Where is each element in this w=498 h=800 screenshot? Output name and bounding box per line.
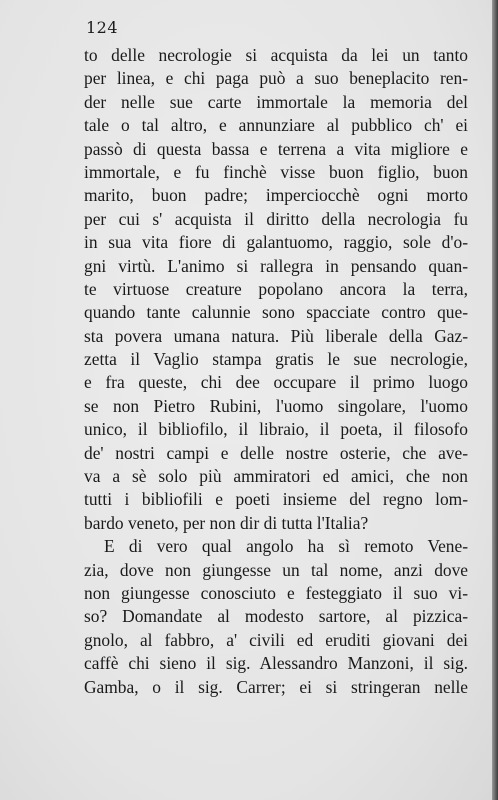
text-line: quando tante calunnie sono spacciate contro que- <box>84 302 468 323</box>
text-line: passò di questa bassa e terrena a vita migliore e <box>84 138 468 159</box>
text-line: immortale, e fu finchè visse buon figlio, buon <box>84 161 468 182</box>
text-line: tale o tal altro, e annunziare al pubblico ch' ei <box>84 115 468 136</box>
text-line: marito, buon padre; imperciocchè ogni morto <box>84 185 468 206</box>
text-line: so? Domandate al modesto sartore, al pizzica- <box>84 606 468 627</box>
text-line: unico, il bibliofilo, il libraio, il poeta, il filosofo <box>84 419 468 440</box>
text-line: te virtuose creature popolano ancora la terra, <box>84 278 468 299</box>
body-text <box>84 44 468 699</box>
text-line: per linea, e chi paga può a suo beneplacito ren- <box>84 68 468 89</box>
text-line: E di vero qual angolo ha sì remoto Vene- <box>104 536 468 557</box>
page-edge-shadow <box>492 0 498 800</box>
text-line: non giungesse conosciuto e festeggiato il suo vi- <box>84 582 468 603</box>
text-line: de' nostri campi e delle nostre osterie, che ave- <box>84 442 468 463</box>
text-line: per cui s' acquista il diritto della necrologia fu <box>84 208 468 229</box>
text-line: zia, dove non giungesse un tal nome, anzi dove <box>84 559 468 580</box>
text-line: Gamba, o il sig. Carrer; ei si stringeran nelle <box>84 676 468 697</box>
text-line: zetta il Vaglio stampa gratis le sue necrologie, <box>84 349 468 370</box>
text-line: in sua vita fiore di galantuomo, raggio, sole d'o- <box>84 232 468 253</box>
text-line: va a sè solo più ammiratori ed amici, che non <box>84 466 468 487</box>
page-number: 124 <box>86 18 119 37</box>
text-line: gnolo, al fabbro, a' civili ed eruditi giovani dei <box>84 629 468 650</box>
text-line: der nelle sue carte immortale la memoria del <box>84 91 468 112</box>
text-line: bardo veneto, per non dir di tutta l'Italia? <box>84 512 369 533</box>
paragraph-1 <box>84 44 468 535</box>
text-line: caffè chi sieno il sig. Alessandro Manzoni, il sig. <box>84 653 468 674</box>
text-line: tutti i bibliofili e poeti insieme del regno lom- <box>84 489 468 510</box>
paragraph-2 <box>84 535 468 699</box>
text-line: se non Pietro Rubini, l'uomo singolare, l'uomo <box>84 395 468 416</box>
text-line: sta povera umana natura. Più liberale della Gaz- <box>84 325 468 346</box>
text-line: to delle necrologie si acquista da lei un tanto <box>84 45 468 65</box>
text-line: e fra queste, chi dee occupare il primo luogo <box>84 372 468 393</box>
text-line: gni virtù. L'animo si rallegra in pensando quan- <box>84 255 468 276</box>
